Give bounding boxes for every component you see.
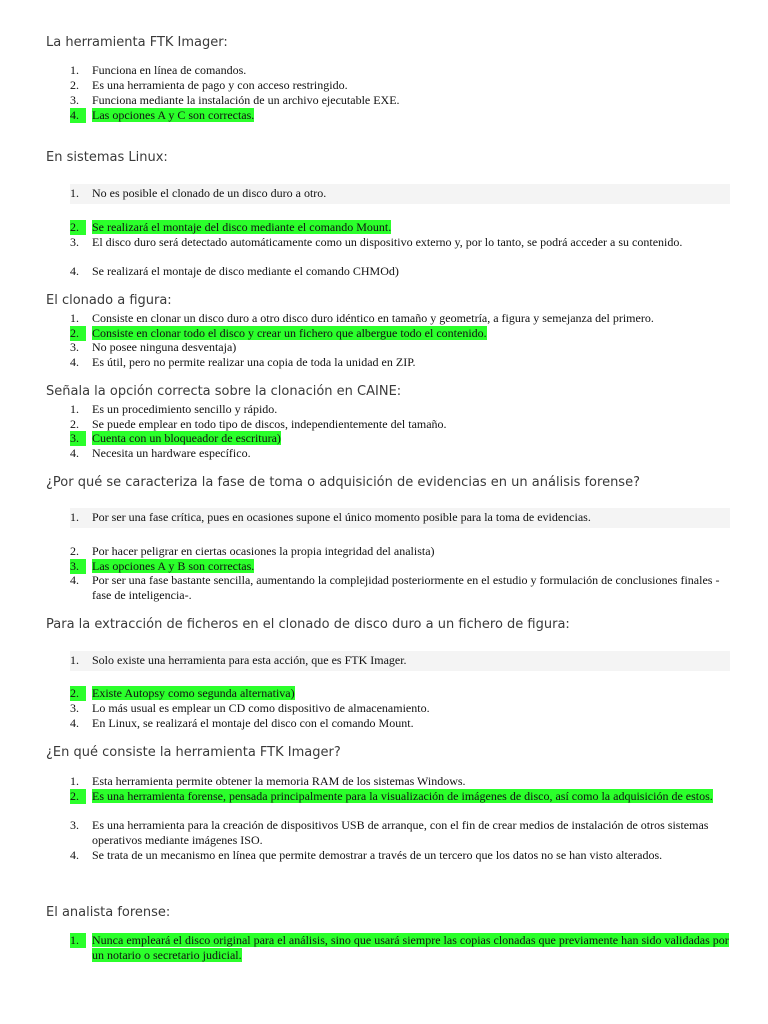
option-text-highlighted: Consiste en clonar todo el disco y crear un fichero que albergue todo el contenido. (92, 326, 487, 340)
option-number: 4. (70, 446, 79, 460)
answer-option-correct (70, 108, 730, 123)
option-text-highlighted: Existe Autopsy como segunda alternativa) (92, 686, 295, 700)
option-number: 4. (70, 355, 79, 369)
answer-option (70, 184, 730, 204)
option-text: No posee ninguna desventaja) (92, 340, 237, 354)
option-text-highlighted: Las opciones A y B son correctas. (92, 559, 255, 573)
option-number: 3. (70, 431, 86, 446)
option-text: Por ser una fase bastante sencilla, aumentando la complejidad posteriormente en el estudio y formulación de conclusiones finales -fase de inteligencia-. (92, 573, 720, 602)
option-number: 1. (70, 774, 79, 788)
option-text: Por hacer peligrar en ciertas ocasiones la propia integridad del analista) (92, 544, 435, 558)
option-text: Se trata de un mecanismo en línea que permite demostrar a través de un tercero que los datos no se han visto alterados. (92, 848, 663, 862)
answer-option (70, 264, 730, 279)
option-text-highlighted: Se realizará el montaje del disco mediante el comando Mount. (92, 220, 392, 234)
answer-option (70, 848, 730, 863)
answer-option (70, 235, 730, 250)
option-text: Es una herramienta de pago y con acceso restringido. (92, 78, 348, 92)
option-number: 1. (70, 186, 79, 200)
option-number: 2. (70, 326, 86, 341)
answer-option (70, 573, 730, 602)
answer-option-correct (70, 220, 730, 235)
option-number: 1. (70, 653, 79, 667)
answer-option (70, 311, 730, 326)
option-text: Consiste en clonar un disco duro a otro disco duro idéntico en tamaño y geometría, a figura y semejanza del primero. (92, 311, 654, 325)
option-number: 4. (70, 573, 79, 587)
option-text: No es posible el clonado de un disco duro a otro. (92, 186, 327, 200)
question-title: Para la extracción de ficheros en el clonado de disco duro a un fichero de figura: (46, 617, 570, 632)
option-number: 2. (70, 789, 86, 804)
answer-option (70, 774, 730, 789)
option-number: 3. (70, 701, 79, 715)
answer-option (70, 716, 730, 731)
answer-option-correct (70, 431, 730, 446)
option-number: 1. (70, 311, 79, 325)
option-number: 3. (70, 93, 79, 107)
option-text: Funciona en línea de comandos. (92, 63, 247, 77)
option-text: Es útil, pero no permite realizar una copia de toda la unidad en ZIP. (92, 355, 416, 369)
option-number: 1. (70, 933, 86, 948)
option-text: El disco duro será detectado automáticamente como un dispositivo externo y, por lo tanto, se podrá acceder a su contenido. (92, 235, 683, 249)
answer-option (70, 508, 730, 528)
option-number: 1. (70, 402, 79, 416)
option-number: 4. (70, 108, 86, 123)
option-text: En Linux, se realizará el montaje del disco con el comando Mount. (92, 716, 414, 730)
answer-option (70, 701, 730, 716)
option-text: Se realizará el montaje de disco mediante el comando CHMOd) (92, 264, 399, 278)
option-number: 1. (70, 510, 79, 524)
option-text-highlighted: Cuenta con un bloqueador de escritura) (92, 431, 281, 445)
question-title: En sistemas Linux: (46, 150, 168, 165)
option-number: 2. (70, 686, 86, 701)
question-title: ¿Por qué se caracteriza la fase de toma o adquisición de evidencias en un análisis forense? (46, 475, 640, 490)
option-number: 3. (70, 340, 79, 354)
option-text: Funciona mediante la instalación de un archivo ejecutable EXE. (92, 93, 400, 107)
option-number: 4. (70, 848, 79, 862)
option-text: Necesita un hardware específico. (92, 446, 251, 460)
answer-option (70, 402, 730, 417)
option-number: 4. (70, 716, 79, 730)
option-number: 2. (70, 78, 79, 92)
answer-option (70, 446, 730, 461)
option-text-highlighted: Las opciones A y C son correctas. (92, 108, 255, 122)
answer-option (70, 63, 730, 78)
answer-option (70, 544, 730, 559)
option-text-highlighted: Es una herramienta forense, pensada principalmente para la visualización de imágenes de disco, así como la adquisición de estos. (92, 789, 713, 803)
answer-option (70, 417, 730, 432)
option-text: Solo existe una herramienta para esta acción, que es FTK Imager. (92, 653, 407, 667)
answer-option (70, 355, 730, 370)
option-number: 3. (70, 559, 86, 574)
answer-option-correct (70, 789, 730, 804)
question-title: El analista forense: (46, 905, 171, 920)
option-text: Es un procedimiento sencillo y rápido. (92, 402, 278, 416)
option-number: 3. (70, 235, 79, 249)
answer-option-correct (70, 933, 730, 962)
option-number: 2. (70, 220, 86, 235)
answer-option (70, 78, 730, 93)
option-number: 4. (70, 264, 79, 278)
answer-option (70, 651, 730, 671)
question-title: El clonado a figura: (46, 293, 172, 308)
answer-option-correct (70, 559, 730, 574)
option-number: 2. (70, 544, 79, 558)
answer-option-correct (70, 326, 730, 341)
question-title: La herramienta FTK Imager: (46, 35, 228, 50)
option-text: Esta herramienta permite obtener la memoria RAM de los sistemas Windows. (92, 774, 466, 788)
question-title: Señala la opción correcta sobre la clonación en CAINE: (46, 384, 402, 399)
option-text: Lo más usual es emplear un CD como dispositivo de almacenamiento. (92, 701, 430, 715)
option-number: 2. (70, 417, 79, 431)
option-text: Se puede emplear en todo tipo de discos, independientemente del tamaño. (92, 417, 447, 431)
option-text: Es una herramienta para la creación de dispositivos USB de arranque, con el fin de crear medios de instalación de otros sistemas operativos mediante imágenes ISO. (92, 818, 709, 847)
answer-option (70, 93, 730, 108)
option-number: 1. (70, 63, 79, 77)
answer-option (70, 818, 730, 847)
answer-option-correct (70, 686, 730, 701)
answer-option (70, 340, 730, 355)
question-title: ¿En qué consiste la herramienta FTK Imager? (46, 745, 341, 760)
option-text-highlighted: Nunca empleará el disco original para el análisis, sino que usará siempre las copias clonadas que previamente han sido validadas por un notario o secretario judicial. (92, 933, 729, 962)
option-number: 3. (70, 818, 79, 832)
option-text: Por ser una fase crítica, pues en ocasiones supone el único momento posible para la toma de evidencias. (92, 510, 591, 524)
